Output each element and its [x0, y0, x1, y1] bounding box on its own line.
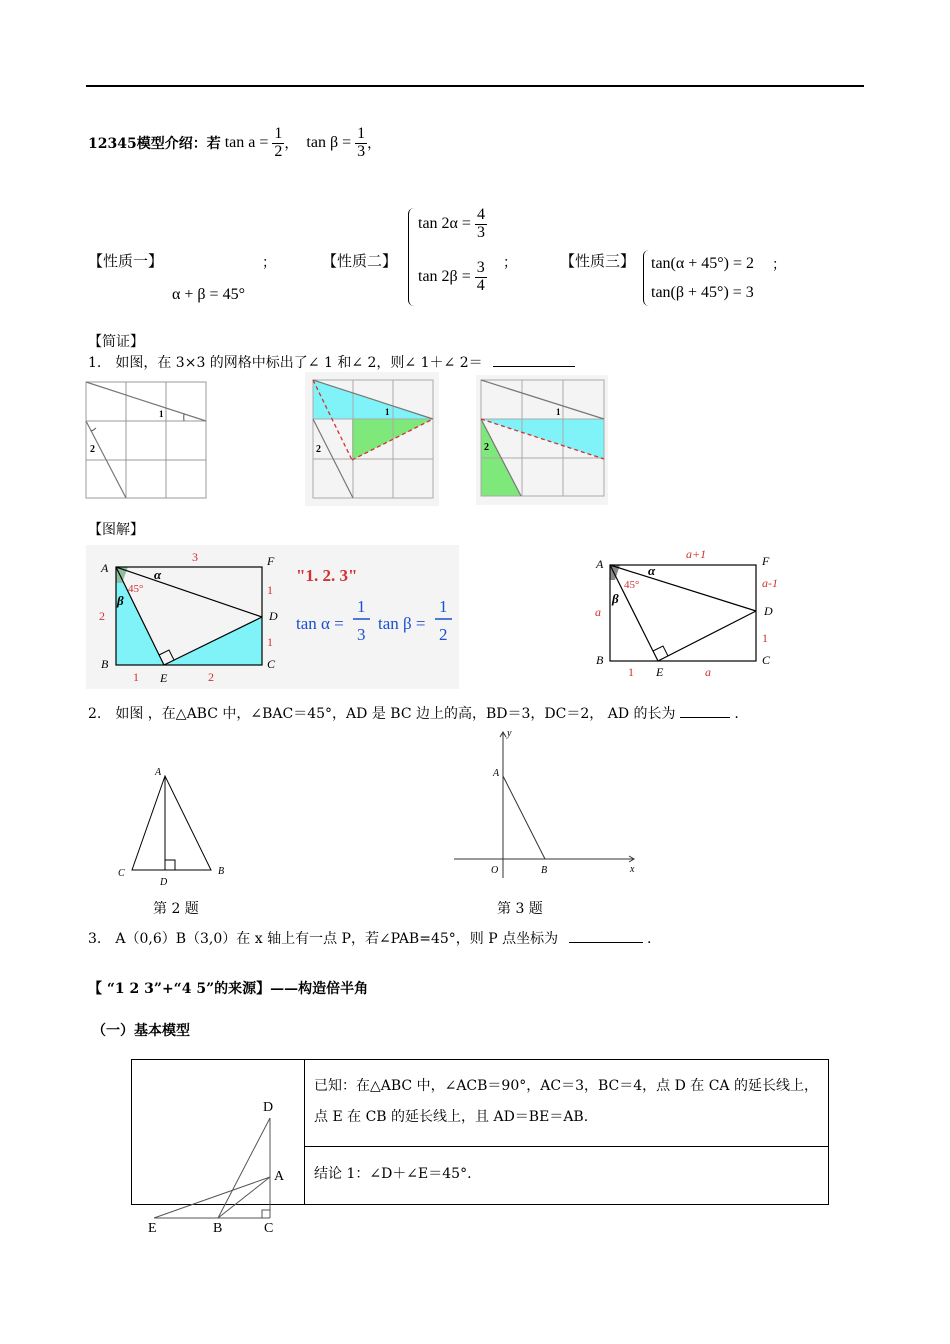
q3-end: .: [647, 931, 652, 947]
q3-line: [88, 928, 651, 948]
dl-alpha: α: [154, 567, 162, 582]
q2-end: .: [734, 706, 739, 722]
tan-b-label: tan β =: [306, 134, 352, 151]
grid-figure-3: [476, 375, 608, 505]
q2-fig-D: D: [160, 877, 168, 888]
q3-fig-y: y: [507, 728, 512, 739]
grid-figure-1: [84, 380, 210, 502]
model-fig-A: A: [274, 1169, 285, 1184]
dr-left-len: a: [595, 605, 601, 619]
dl-E: E: [160, 671, 168, 685]
q3-figure: [450, 726, 640, 886]
dl-left-len: 2: [99, 609, 105, 623]
tan-b-fraction: [355, 126, 367, 161]
dr-F: F: [762, 554, 770, 568]
model-table-divider-h: [304, 1146, 828, 1147]
dl-bottom-right: 2: [208, 670, 214, 684]
prop2-line1-den: 3: [476, 223, 485, 241]
intro-line: [88, 118, 381, 168]
dr-B: B: [596, 653, 604, 667]
prop1-label: 【性质一】: [88, 252, 164, 270]
header-rule: [86, 85, 864, 87]
dr-E: E: [656, 665, 664, 679]
grid1-angle-1: 1: [159, 409, 164, 419]
model-fig-D: D: [263, 1100, 274, 1115]
prop2-line2-text: tan 2β =: [418, 268, 471, 286]
tan-a-label: tan a =: [224, 134, 269, 151]
q1-answer-blank[interactable]: [493, 352, 575, 367]
dr-top-len: a+1: [686, 547, 707, 561]
dr-bottom-right: a: [705, 665, 711, 679]
dl-tan-alpha: tan α =: [296, 614, 344, 633]
dl-angle45: 45°: [128, 583, 144, 595]
model-fig-E: E: [148, 1221, 157, 1236]
prop2-brace: [408, 208, 417, 306]
dl-tb-num: 1: [439, 597, 448, 616]
grid2-angle-2: 2: [316, 444, 321, 455]
q3-fig-x: x: [630, 864, 635, 875]
model-conclusion: 结论 1：∠D＋∠E＝45°.: [314, 1166, 472, 1182]
q2-fig-A: A: [155, 767, 162, 778]
prop2-label: 【性质二】: [322, 252, 398, 270]
prop3-line1: tan(α + 45°) = 2: [651, 255, 755, 272]
prop2-line2: [418, 260, 487, 295]
q2-caption: 第 2 题: [153, 901, 199, 917]
section2-title: 【 “1 2 3”+“4 5”的来源】——构造倍半角: [88, 981, 369, 997]
prop2-line1-frac: [475, 207, 487, 242]
dl-F: F: [267, 554, 275, 568]
q2-fig-C: C: [118, 868, 125, 879]
model-fig-C: C: [264, 1221, 274, 1236]
q3-fig-A: A: [493, 768, 500, 779]
q2-text: 2. 如图 ，在△ABC 中，∠BAC＝45°，AD 是 BC 边上的高，BD＝3，DC＝2， AD 的长为: [88, 706, 676, 722]
q3-text: 3. A（0,6）B（3,0）在 x 轴上有一点 P，若∠PAB=45°，则 P 点坐标为: [88, 931, 559, 947]
model-table-divider-v: [304, 1060, 305, 1204]
intro-sep: ，: [284, 136, 299, 152]
dl-B: B: [101, 657, 109, 671]
prop2-line1-num: 4: [476, 206, 485, 223]
dr-right-top: a-1: [762, 576, 778, 590]
dl-bottom-left: 1: [133, 670, 139, 684]
dl-D: D: [269, 609, 278, 623]
grid3-angle-2: 2: [484, 442, 489, 453]
dr-alpha: α: [648, 563, 656, 578]
tan-a-fraction: [272, 126, 284, 161]
section2-subtitle: （一）基本模型: [92, 1023, 190, 1039]
proof-heading: 【简证】: [88, 334, 144, 350]
prop3-brace: [643, 250, 651, 306]
dl-tan-beta: tan β =: [378, 614, 426, 633]
q1-line: [88, 352, 575, 372]
dr-angle45: 45°: [624, 579, 640, 591]
q2-answer-blank[interactable]: [680, 703, 730, 718]
tan-b-num: 1: [357, 124, 366, 142]
prop2-semicolon: ；: [503, 255, 517, 271]
intro-end: ，: [367, 136, 382, 152]
prop2-line2-num: 3: [476, 259, 485, 276]
prop1-formula: α + β = 45°: [172, 286, 245, 303]
dl-caption: "1. 2. 3": [296, 566, 358, 585]
prop2-line1-text: tan 2α =: [418, 215, 471, 233]
prop1-semicolon: ；: [262, 255, 276, 271]
prop3-label: 【性质三】: [560, 252, 636, 270]
q3-fig-O: O: [491, 865, 499, 876]
prop3-line2: tan(β + 45°) = 3: [651, 284, 754, 301]
dl-C: C: [267, 657, 276, 671]
diagram-heading: 【图解】: [88, 522, 144, 538]
dl-ta-num: 1: [357, 597, 366, 616]
dr-beta: β: [612, 591, 619, 606]
prop3-semicolon: ；: [772, 257, 786, 273]
tan-b-den: 3: [357, 142, 366, 160]
dl-tb-den: 2: [439, 625, 448, 644]
tan-a-den: 2: [274, 142, 283, 160]
tan-a-num: 1: [274, 124, 283, 142]
dl-right-bottom: 1: [267, 635, 273, 649]
q3-fig-B: B: [541, 865, 548, 876]
dl-A: A: [101, 561, 109, 575]
q2-figure: [112, 762, 232, 888]
intro-title: 12345模型介绍：若: [88, 136, 221, 152]
grid-figure-2: [305, 372, 439, 506]
model-figure: [140, 1094, 300, 1240]
model-fig-B: B: [213, 1221, 223, 1236]
dl-beta: β: [117, 593, 124, 608]
q2-fig-B: B: [218, 866, 225, 877]
dr-A: A: [596, 557, 604, 571]
dr-bottom-left: 1: [628, 665, 634, 679]
q1-text: 1. 如图，在 3×3 的网格中标出了∠ 1 和∠ 2，则∠ 1＋∠ 2＝: [88, 355, 483, 371]
dr-D: D: [764, 604, 773, 618]
dl-top-len: 3: [192, 550, 198, 564]
diagram-right: [590, 545, 790, 685]
prop2-line2-frac: [475, 260, 487, 295]
q3-answer-blank[interactable]: [569, 928, 643, 943]
dr-right-bottom: 1: [762, 631, 768, 645]
prop2-line2-den: 4: [476, 276, 485, 294]
dr-C: C: [762, 653, 771, 667]
dl-right-top: 1: [267, 583, 273, 597]
grid3-angle-1: 1: [556, 407, 561, 417]
diagram-left: [86, 545, 459, 689]
model-given: 已知：在△ABC 中，∠ACB＝90°，AC＝3，BC＝4，点 D 在 CA 的延长线上，点 E 在 CB 的延长线上，且 AD＝BE＝AB.: [314, 1078, 818, 1125]
dl-ta-den: 3: [357, 625, 366, 644]
prop2-line1: [418, 207, 487, 242]
q2-line: [88, 703, 739, 723]
grid2-angle-1: 1: [385, 407, 390, 417]
q3-caption: 第 3 题: [497, 901, 543, 917]
grid1-angle-2: 2: [90, 444, 95, 455]
